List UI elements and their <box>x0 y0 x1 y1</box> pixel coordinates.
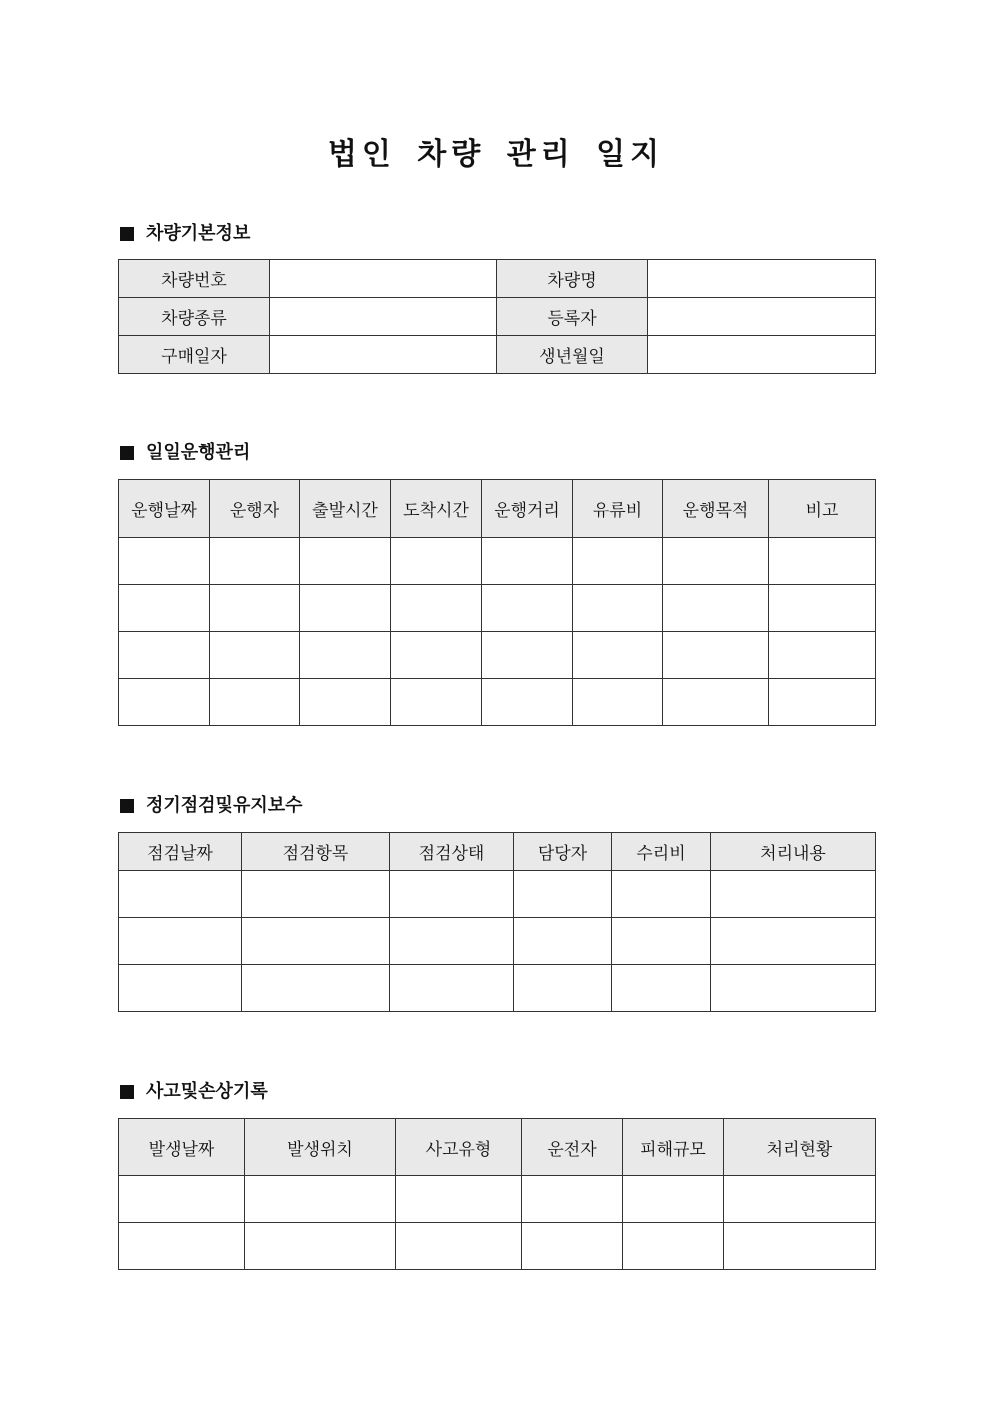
label-cell: 차량종류 <box>119 298 270 336</box>
input-cell[interactable] <box>648 336 876 374</box>
column-header: 점검항목 <box>242 833 390 871</box>
label-cell: 구매일자 <box>119 336 270 374</box>
label-cell: 생년월일 <box>497 336 648 374</box>
input-cell[interactable] <box>573 585 663 632</box>
section-heading-maintenance <box>118 794 303 818</box>
column-header: 운전자 <box>522 1119 623 1176</box>
column-header: 점검상태 <box>390 833 514 871</box>
column-header: 처리현황 <box>724 1119 876 1176</box>
input-cell[interactable] <box>769 679 876 726</box>
input-cell[interactable] <box>769 538 876 585</box>
column-header: 처리내용 <box>711 833 876 871</box>
table-row <box>119 965 876 1012</box>
input-cell[interactable] <box>514 871 612 918</box>
input-cell[interactable] <box>648 298 876 336</box>
input-cell[interactable] <box>210 632 300 679</box>
column-header: 발생날짜 <box>119 1119 245 1176</box>
document-title: 법인 차량 관리 일지 <box>327 137 665 172</box>
input-cell[interactable] <box>482 679 573 726</box>
column-header: 운행목적 <box>663 480 769 538</box>
input-cell[interactable] <box>482 632 573 679</box>
input-cell[interactable] <box>270 260 497 298</box>
section-heading-accident <box>118 1080 268 1104</box>
input-cell[interactable] <box>391 585 482 632</box>
input-cell[interactable] <box>210 679 300 726</box>
input-cell[interactable] <box>573 632 663 679</box>
table-header-row <box>119 833 876 871</box>
table-row <box>119 1223 876 1270</box>
input-cell[interactable] <box>300 585 391 632</box>
input-cell[interactable] <box>119 965 242 1012</box>
input-cell[interactable] <box>711 965 876 1012</box>
input-cell[interactable] <box>396 1176 522 1223</box>
table-header-row <box>119 1119 876 1176</box>
section-heading-label: 사고및손상기록 <box>146 1081 268 1102</box>
black-square-icon <box>120 227 134 241</box>
input-cell[interactable] <box>300 679 391 726</box>
section-heading-label: 정기점검및유지보수 <box>146 795 303 816</box>
input-cell[interactable] <box>390 918 514 965</box>
maintenance-table <box>118 832 876 1012</box>
input-cell[interactable] <box>391 538 482 585</box>
table-row <box>119 679 876 726</box>
column-header: 출발시간 <box>300 480 391 538</box>
column-header: 유류비 <box>573 480 663 538</box>
input-cell[interactable] <box>482 585 573 632</box>
table-row <box>119 538 876 585</box>
black-square-icon <box>120 799 134 813</box>
input-cell[interactable] <box>623 1176 724 1223</box>
input-cell[interactable] <box>391 632 482 679</box>
table-row <box>119 1176 876 1223</box>
input-cell[interactable] <box>119 1223 245 1270</box>
column-header: 점검날짜 <box>119 833 242 871</box>
table-row <box>119 298 876 336</box>
column-header: 사고유형 <box>396 1119 522 1176</box>
section-heading-daily-operation <box>118 441 250 465</box>
input-cell[interactable] <box>623 1223 724 1270</box>
column-header: 피해규모 <box>623 1119 724 1176</box>
label-cell: 등록자 <box>497 298 648 336</box>
input-cell[interactable] <box>711 918 876 965</box>
input-cell[interactable] <box>769 632 876 679</box>
input-cell[interactable] <box>522 1176 623 1223</box>
input-cell[interactable] <box>612 965 711 1012</box>
vehicle-info-table <box>118 259 876 374</box>
input-cell[interactable] <box>390 965 514 1012</box>
input-cell[interactable] <box>210 538 300 585</box>
input-cell[interactable] <box>245 1223 396 1270</box>
input-cell[interactable] <box>242 965 390 1012</box>
column-header: 담당자 <box>514 833 612 871</box>
column-header: 운행거리 <box>482 480 573 538</box>
black-square-icon <box>120 446 134 460</box>
input-cell[interactable] <box>119 1176 245 1223</box>
input-cell[interactable] <box>300 538 391 585</box>
table-row <box>119 632 876 679</box>
black-square-icon <box>120 1085 134 1099</box>
input-cell[interactable] <box>396 1223 522 1270</box>
input-cell[interactable] <box>245 1176 396 1223</box>
column-header: 발생위치 <box>245 1119 396 1176</box>
input-cell[interactable] <box>663 538 769 585</box>
input-cell[interactable] <box>648 260 876 298</box>
input-cell[interactable] <box>270 298 497 336</box>
column-header: 운행자 <box>210 480 300 538</box>
input-cell[interactable] <box>711 871 876 918</box>
input-cell[interactable] <box>391 679 482 726</box>
column-header: 운행날짜 <box>119 480 210 538</box>
input-cell[interactable] <box>119 632 210 679</box>
column-header: 도착시간 <box>391 480 482 538</box>
input-cell[interactable] <box>514 965 612 1012</box>
input-cell[interactable] <box>119 871 242 918</box>
input-cell[interactable] <box>612 871 711 918</box>
daily-operation-table <box>118 479 876 726</box>
input-cell[interactable] <box>663 679 769 726</box>
input-cell[interactable] <box>612 918 711 965</box>
input-cell[interactable] <box>390 871 514 918</box>
input-cell[interactable] <box>119 585 210 632</box>
input-cell[interactable] <box>573 679 663 726</box>
input-cell[interactable] <box>769 585 876 632</box>
input-cell[interactable] <box>242 871 390 918</box>
section-heading-vehicle-info <box>118 222 250 246</box>
table-row <box>119 336 876 374</box>
input-cell[interactable] <box>119 918 242 965</box>
input-cell[interactable] <box>514 918 612 965</box>
input-cell[interactable] <box>482 538 573 585</box>
table-header-row <box>119 480 876 538</box>
section-heading-label: 일일운행관리 <box>146 442 251 463</box>
column-header: 비고 <box>769 480 876 538</box>
input-cell[interactable] <box>300 632 391 679</box>
input-cell[interactable] <box>270 336 497 374</box>
input-cell[interactable] <box>119 679 210 726</box>
accident-table <box>118 1118 876 1270</box>
input-cell[interactable] <box>522 1223 623 1270</box>
section-heading-label: 차량기본정보 <box>146 223 251 244</box>
input-cell[interactable] <box>663 632 769 679</box>
input-cell[interactable] <box>242 918 390 965</box>
label-cell: 차량명 <box>497 260 648 298</box>
table-row <box>119 871 876 918</box>
input-cell[interactable] <box>724 1223 876 1270</box>
input-cell[interactable] <box>724 1176 876 1223</box>
label-cell: 차량번호 <box>119 260 270 298</box>
input-cell[interactable] <box>210 585 300 632</box>
column-header: 수리비 <box>612 833 711 871</box>
table-row <box>119 918 876 965</box>
table-row <box>119 260 876 298</box>
input-cell[interactable] <box>119 538 210 585</box>
input-cell[interactable] <box>573 538 663 585</box>
input-cell[interactable] <box>663 585 769 632</box>
table-row <box>119 585 876 632</box>
